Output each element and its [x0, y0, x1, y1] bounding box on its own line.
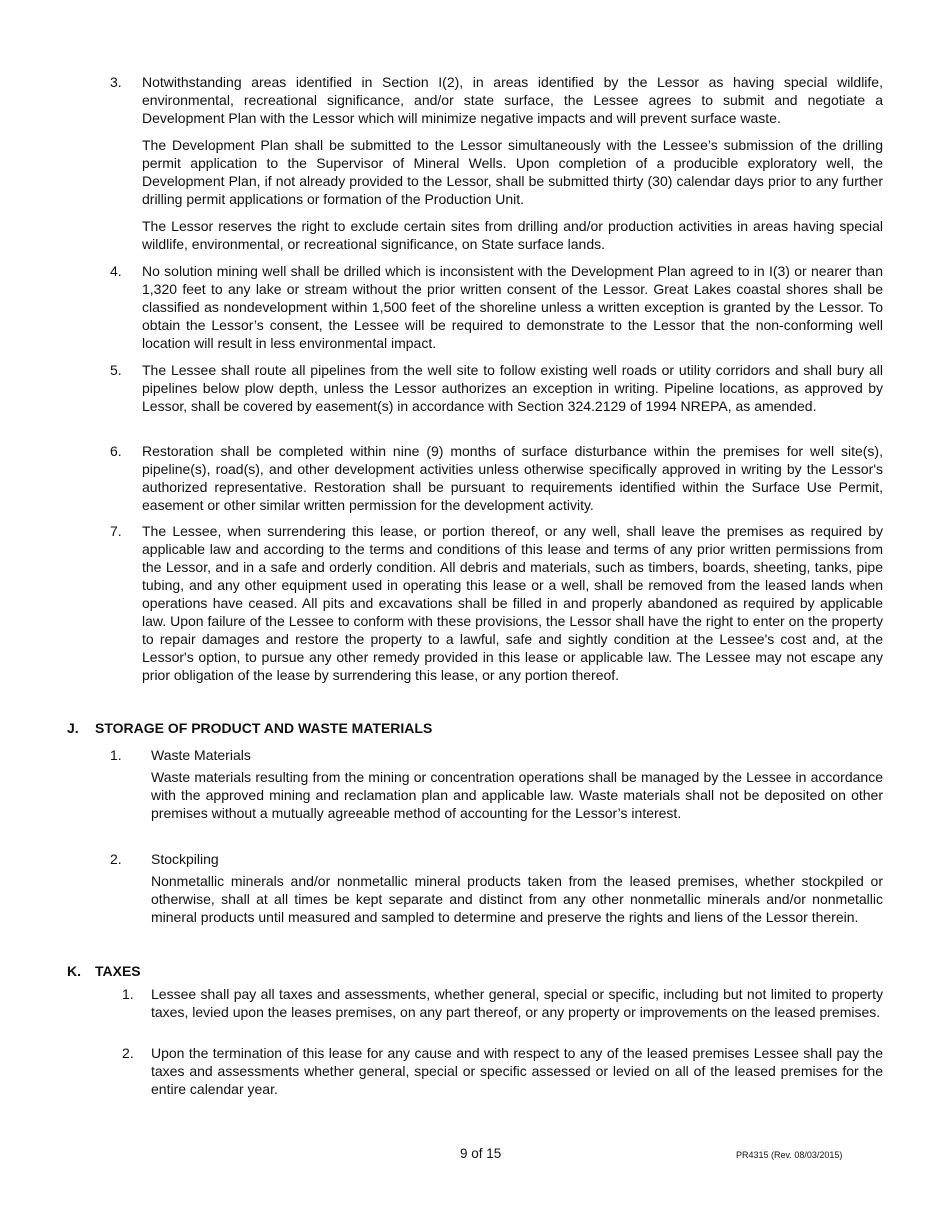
item-number: 1. [122, 986, 134, 1002]
item-number: 1. [110, 747, 122, 763]
list-item [110, 442, 883, 514]
paragraph: Nonmetallic minerals and/or nonmetallic mineral products taken from the leased premises, whether stockpiled or otherwise, shall at all times be kept separate and distinct from any other nonmetallic minerals and/or nonmetallic mineral products until measured and sampled to determine and preserve the rights and liens of the Lessor therein. [151, 873, 883, 925]
list-item [110, 746, 883, 822]
list-item [110, 361, 883, 415]
form-revision: PR4315 (Rev. 08/03/2015) [736, 1150, 843, 1160]
paragraph: Lessee shall pay all taxes and assessments, whether general, special or specific, including but not limited to property taxes, levied upon the leases premises, on any part thereof, or any property or improvements on the leased premises. [151, 986, 883, 1020]
list-item [110, 850, 883, 926]
list-item [110, 522, 883, 684]
paragraph: Upon the termination of this lease for any cause and with respect to any of the leased premises Lessee shall pay the taxes and assessments whether general, special or specific assessed or levied on all of the leased premises for the entire calendar year. [151, 1045, 883, 1097]
list-item [110, 73, 883, 253]
item-number: 6. [110, 443, 122, 459]
paragraph: The Lessor reserves the right to exclude certain sites from drilling and/or production activities in areas having special wildlife, environmental, or recreational significance, on State surface lands. [142, 218, 883, 252]
paragraph: The Lessee shall route all pipelines from the well site to follow existing well roads or utility corridors and shall bury all pipelines below plow depth, unless the Lessor authorizes an exception in writing. Pipeline locations, as approved by Lessor, shall be covered by easement(s) in accordance with Section 324.2129 of 1994 NREPA, as amended. [142, 362, 883, 414]
item-number: 5. [110, 362, 122, 378]
list-item [122, 1044, 883, 1098]
section-heading [67, 719, 432, 737]
item-number: 2. [110, 851, 122, 867]
section-letter: K. [67, 963, 81, 979]
section-title: STORAGE OF PRODUCT AND WASTE MATERIALS [95, 720, 433, 736]
paragraph: Notwithstanding areas identified in Section I(2), in areas identified by the Lessor as having special wildlife, environmental, recreational significance, and/or state surface, the Lessee agrees to submit and negotiate a Development Plan with the Lessor which will minimize negative impacts and will prevent surface waste. [142, 74, 883, 126]
paragraph: Restoration shall be completed within nine (9) months of surface disturbance within the premises for well site(s), pipeline(s), road(s), and other development activities unless otherwise specifically approved in writing by the Lessor's authorized representative. Restoration shall be pursuant to requirements identified within the Surface Use Permit, easement or other similar written permission for the development activity. [142, 443, 883, 513]
item-number: 4. [110, 263, 122, 279]
list-item [122, 985, 883, 1021]
page-number: 9 of 15 [460, 1146, 502, 1161]
paragraph: The Lessee, when surrendering this lease, or portion thereof, or any well, shall leave the premises as required by applicable law and according to the terms and conditions of this lease and terms of any prior written permissions from the Lessor, and in a safe and orderly condition. All debris and materials, such as timbers, boards, sheeting, tanks, pipe tubing, and any other equipment used in operating this lease or a well, shall be removed from the leased lands when operations have ceased. All pits and excavations shall be filled in and properly abandoned as required by applicable law. Upon failure of the Lessee to conform with these provisions, the Lessor shall have the right to enter on the property to repair damages and restore the property to a lawful, safe and sightly condition at the Lessee's cost and, at the Lessor's option, to pursue any other remedy provided in this lease or applicable law. The Lessee may not escape any prior obligation of the lease by surrendering this lease, or any portion thereof. [142, 523, 883, 683]
item-title: Stockpiling [151, 851, 219, 867]
section-letter: J. [67, 720, 79, 736]
section-heading [67, 962, 141, 980]
paragraph: The Development Plan shall be submitted to the Lessor simultaneously with the Lessee’s submission of the drilling permit application to the Supervisor of Mineral Wells. Upon completion of a producible exploratory well, the Development Plan, if not already provided to the Lessor, shall be submitted thirty (30) calendar days prior to any further drilling permit applications or formation of the Production Unit. [142, 137, 883, 207]
section-title: TAXES [95, 963, 141, 979]
list-item [110, 262, 883, 352]
item-number: 3. [110, 74, 122, 90]
item-title: Waste Materials [151, 747, 251, 763]
item-number: 2. [122, 1045, 134, 1061]
item-number: 7. [110, 523, 122, 539]
paragraph: Waste materials resulting from the mining or concentration operations shall be managed by the Lessee in accordance with the approved mining and reclamation plan and applicable law. Waste materials shall not be deposited on other premises without a mutually agreeable method of accounting for the Lessor’s interest. [151, 769, 883, 821]
paragraph: No solution mining well shall be drilled which is inconsistent with the Development Plan agreed to in I(3) or nearer than 1,320 feet to any lake or stream without the prior written consent of the Lessor. Great Lakes coastal shores shall be classified as nondevelopment within 1,500 feet of the shoreline unless a written exception is granted by the Lessor. To obtain the Lessor’s consent, the Lessee will be required to demonstrate to the Lessor that the non-conforming well location will result in less environmental impact. [142, 263, 883, 351]
